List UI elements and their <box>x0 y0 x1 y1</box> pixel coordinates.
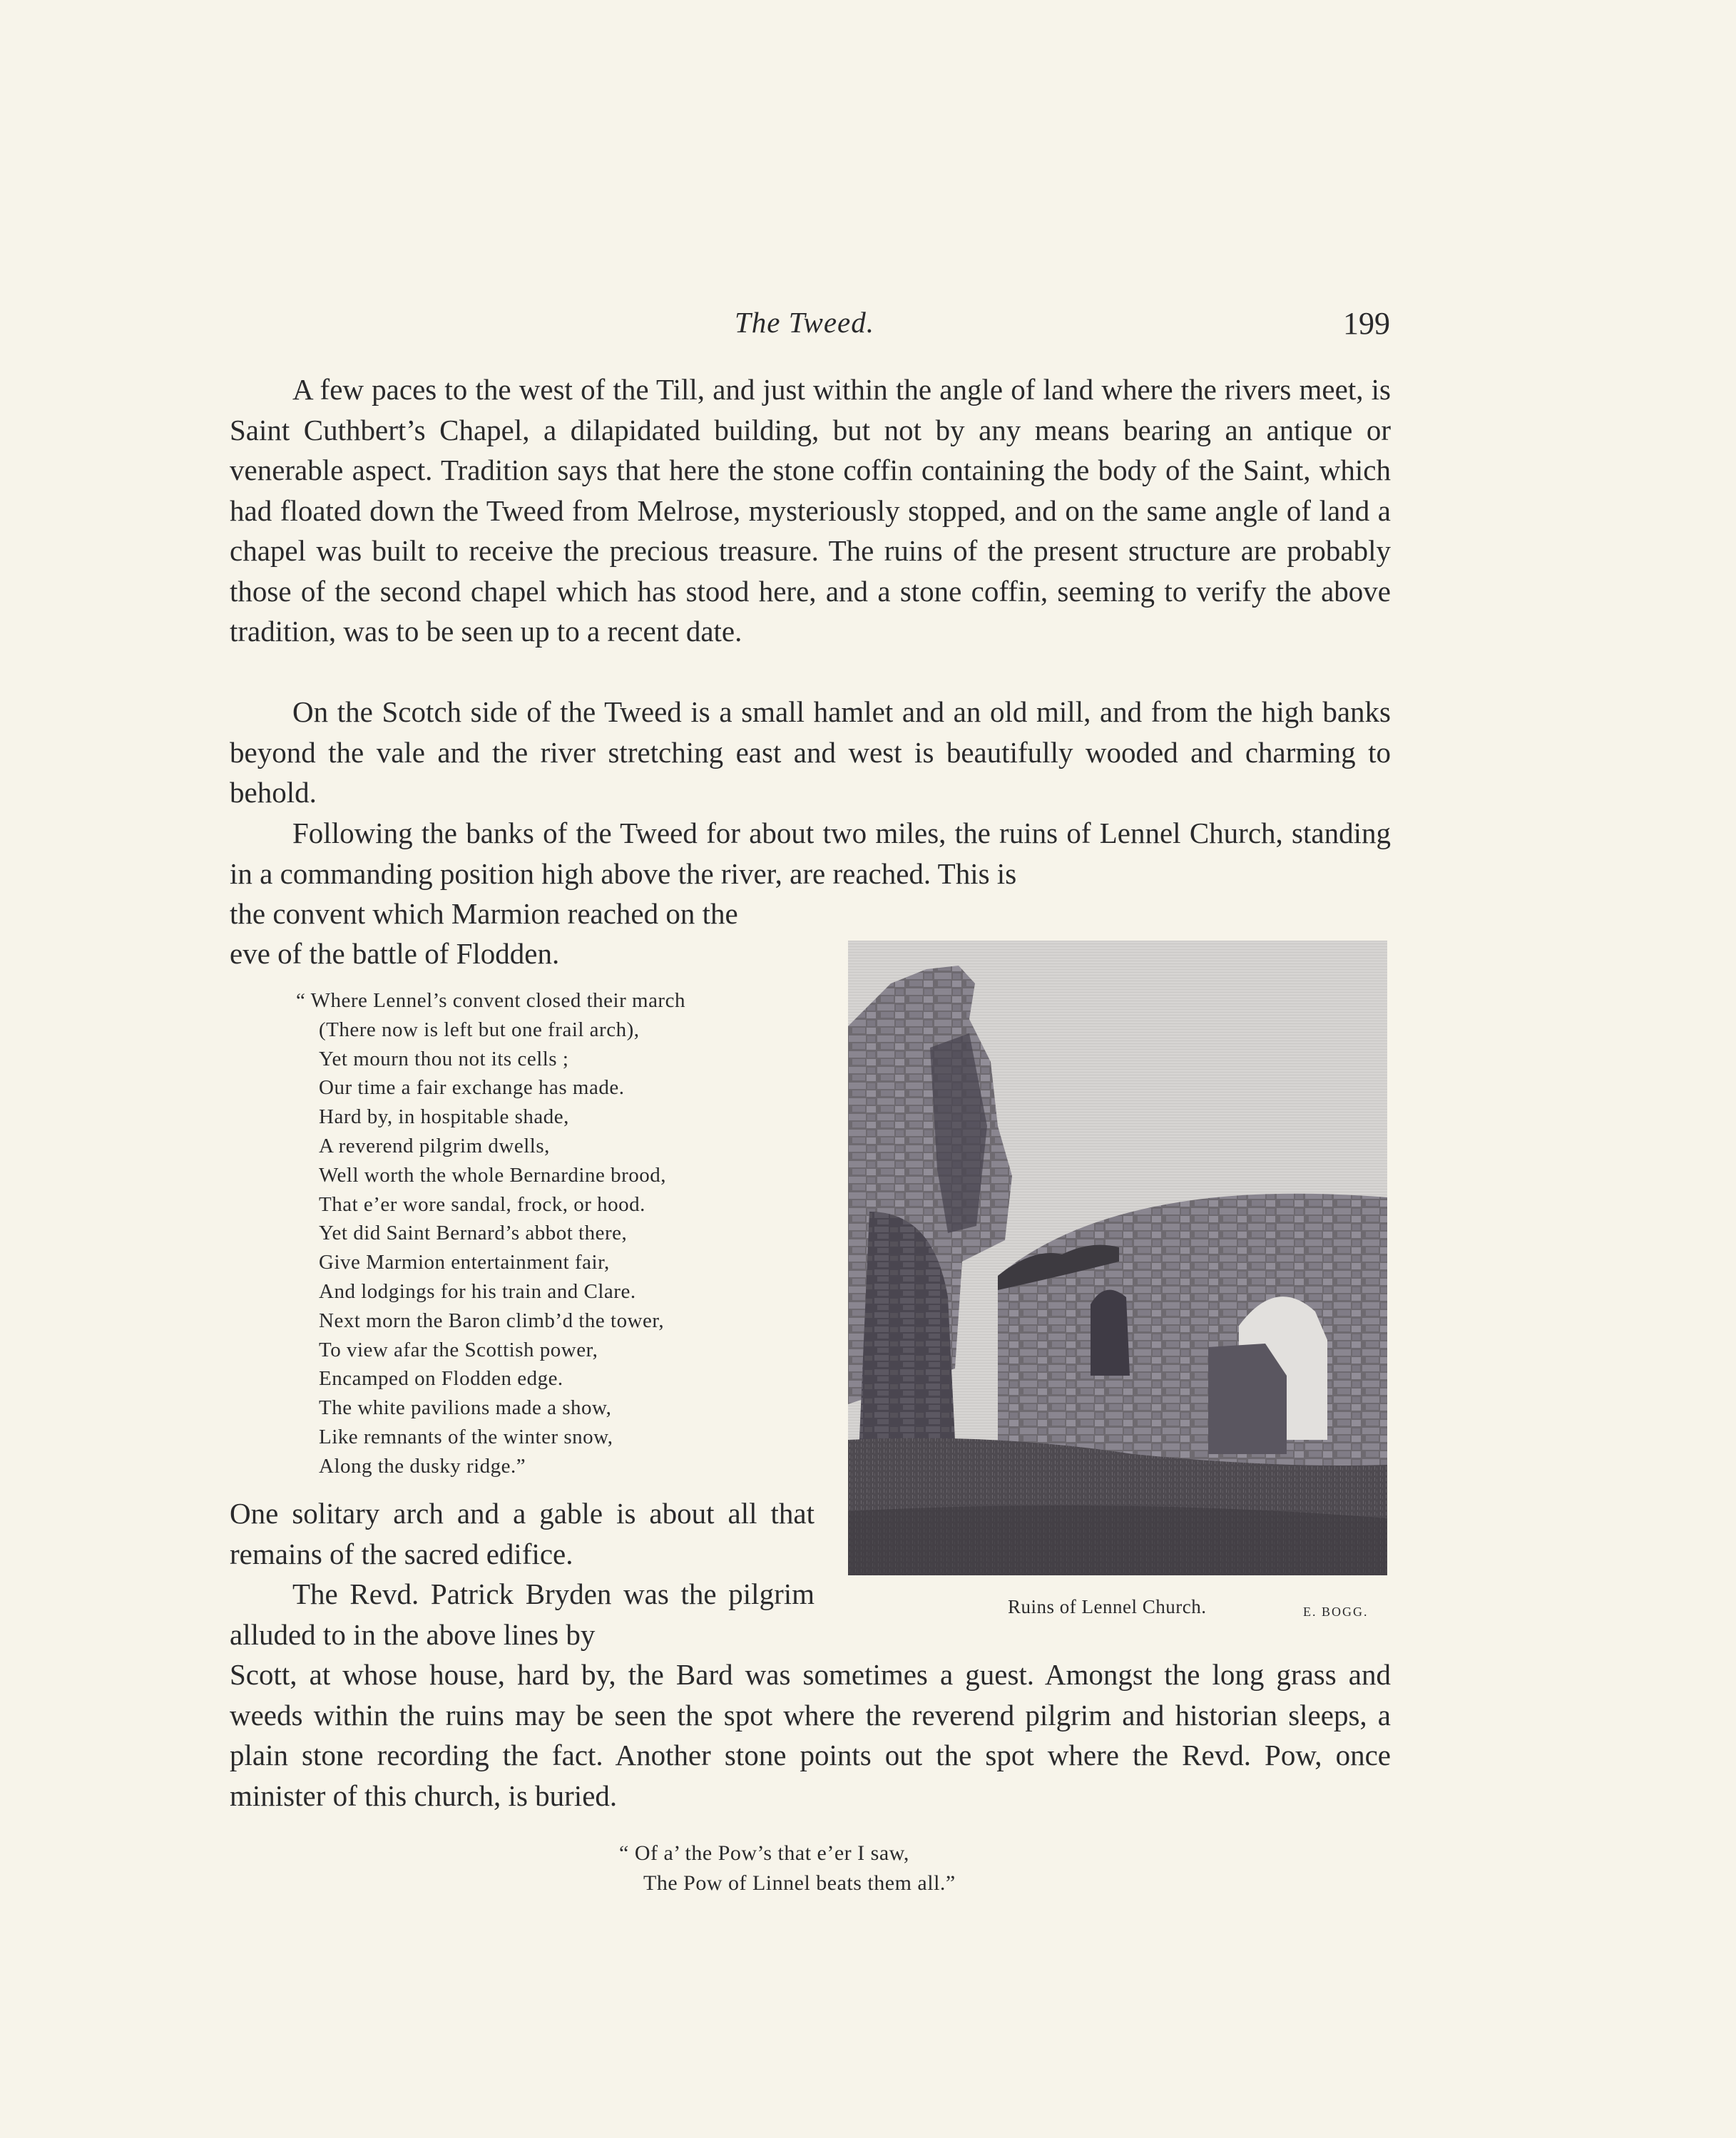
poem-line: A reverend pilgrim dwells, <box>319 1134 550 1157</box>
poem-line: Give Marmion entertainment fair, <box>319 1251 610 1274</box>
poem-line: Like remnants of the winter snow, <box>319 1425 613 1448</box>
paragraph-saint-cuthberts-chapel: A few paces to the west of the Till, and just within the angle of land where the rivers meet, is Saint Cuthbert’s Chapel, a dilapidated building, but not by any means bearing an antique or venerable aspect. Tradition says that here the stone coffin containing the body of the Saint, which had floated down the Tweed from Melrose, mysteriously stopped, and on the same angle of land a chapel was built to receive the precious treasure. The ruins of the present structure are probably those of the second chapel which has stood here, and a stone coffin, seeming to verify the above tradition, was to be seen up to a recent date. <box>230 373 1391 648</box>
poem-line: The white pavilions made a show, <box>319 1396 612 1420</box>
poem-line: Yet mourn thou not its cells ; <box>319 1047 569 1070</box>
poem-line: “ Where Lennel’s convent closed their march <box>296 989 685 1012</box>
page-number: 199 <box>1343 306 1390 341</box>
running-header-title: The Tweed. <box>735 306 875 339</box>
paragraph-lennel-church-continued: eve of the battle of Flodden. <box>230 937 560 970</box>
poem-line: Hard by, in hospitable shade, <box>319 1105 569 1129</box>
lennel-church-illustration <box>848 941 1387 1575</box>
poem-line: (There now is left but one frail arch), <box>319 1018 640 1041</box>
closing-quote-line: “ Of a’ the Pow’s that e’er I saw, <box>619 1841 909 1865</box>
closing-quote-line: The Pow of Linnel beats them all.” <box>643 1871 956 1895</box>
poem-line: Well worth the whole Bernardine brood, <box>319 1163 666 1187</box>
closing-quote <box>619 1838 956 1898</box>
poem-line: Next morn the Baron climb’d the tower, <box>319 1309 665 1332</box>
poem-line: That e’er wore sandal, frock, or hood. <box>319 1192 645 1216</box>
paragraph-solitary-arch: One solitary arch and a gable is about all that remains of the sacred edifice. <box>230 1497 815 1570</box>
poem-line: Our time a fair exchange has made. <box>319 1076 625 1100</box>
paragraph-lennel-church-continued: the convent which Marmion reached on the <box>230 897 738 930</box>
poem-line: Yet did Saint Bernard’s abbot there, <box>319 1222 628 1245</box>
marmion-poem <box>296 986 685 1481</box>
figure-caption: Ruins of Lennel Church. <box>1008 1596 1207 1617</box>
poem-line: Along the dusky ridge.” <box>319 1454 526 1478</box>
poem-line: To view afar the Scottish power, <box>319 1338 598 1361</box>
paragraph-patrick-bryden: The Revd. Patrick Bryden was the pilgrim alluded to in the above lines by <box>230 1577 815 1651</box>
poem-line: Encamped on Flodden edge. <box>319 1367 563 1391</box>
paragraph-patrick-bryden-continued: Scott, at whose house, hard by, the Bard was sometimes a guest. Amongst the long grass and weeds within the ruins may be seen the spot where the reverend pilgrim and historian sleeps, a plain stone recording the fact. Another stone points out the spot where the Revd. Pow, once minister of this church, is buried. <box>230 1658 1391 1812</box>
poem-line: And lodgings for his train and Clare. <box>319 1279 636 1303</box>
figure-artist-credit: E. BOGG. <box>1303 1605 1369 1619</box>
paragraph-lennel-church: Following the banks of the Tweed for about two miles, the ruins of Lennel Church, standing in a commanding position high above the river, are reached. This is <box>230 817 1391 890</box>
paragraph-scotch-side: On the Scotch side of the Tweed is a small hamlet and an old mill, and from the high banks beyond the vale and the river stretching east and west is beautifully wooded and charming to behold. <box>230 695 1391 809</box>
